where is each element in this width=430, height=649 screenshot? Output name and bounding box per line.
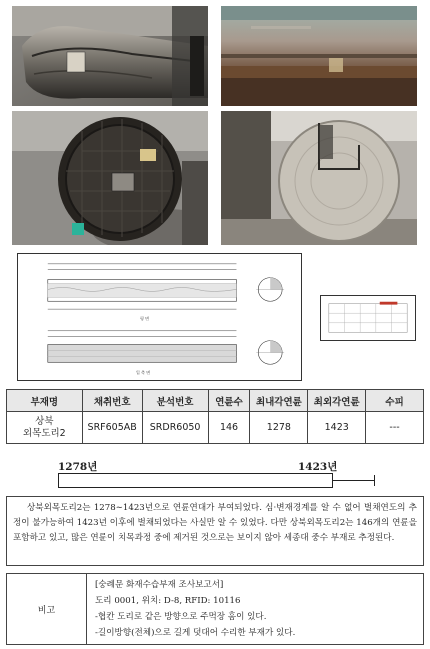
key-plan bbox=[320, 295, 416, 341]
remarks-body bbox=[87, 574, 423, 644]
header-bark: 수피 bbox=[366, 390, 424, 412]
table-header-row bbox=[7, 390, 424, 412]
header-sample-no: 채취번호 bbox=[82, 390, 142, 412]
log-top-view-photo bbox=[221, 6, 417, 106]
cell-member-name: 상북 외목도리2 bbox=[7, 412, 83, 444]
log-end-light-photo bbox=[221, 111, 417, 245]
cell-innermost-ring: 1278 bbox=[250, 412, 308, 444]
timeline-tail-line bbox=[333, 480, 375, 481]
sample-info-table bbox=[6, 389, 424, 444]
timeline-end-tick bbox=[374, 475, 375, 486]
header-analysis-no: 분석번호 bbox=[142, 390, 208, 412]
table-row bbox=[7, 412, 424, 444]
header-member-name: 부재명 bbox=[7, 390, 83, 412]
log-side-view-photo bbox=[12, 6, 208, 106]
cell-analysis-no: SRDR6050 bbox=[142, 412, 208, 444]
cell-bark: --- bbox=[366, 412, 424, 444]
dating-summary: 상북외목도리2는 1278∼1423년으로 연륜연대가 부여되었다. 심·변재경계를 알 수 없어 벌채연도의 추정이 불가능하여 1423년 이후에 벌채되었다는 사실만 알 수 있었다. 다만 상북외목도리2는 146개의 연륜을 포함하고 있고, 많은 연륜이 치목과정 중에 제거된 것으로는 보이지 않아 세종대 중수 부재로 추정된다. bbox=[6, 496, 424, 566]
remarks-box bbox=[6, 573, 424, 645]
header-innermost-ring: 최내각연륜 bbox=[250, 390, 308, 412]
cell-ring-count: 146 bbox=[208, 412, 250, 444]
remarks-line: [숭례문 화재수습부재 조사보고서] bbox=[95, 580, 224, 590]
log-end-dark-photo bbox=[12, 111, 208, 245]
remarks-line: -길이방향(전체)으로 길게 덧대어 수리한 부재가 있다. bbox=[95, 628, 296, 638]
remarks-line: -협칸 도리로 같은 방향으로 주먹장 홈이 있다. bbox=[95, 612, 267, 622]
header-outermost-ring: 최외각연륜 bbox=[308, 390, 366, 412]
header-ring-count: 연륜수 bbox=[208, 390, 250, 412]
cell-outermost-ring: 1423 bbox=[308, 412, 366, 444]
cell-sample-no: SRF605AB bbox=[82, 412, 142, 444]
remarks-label: 비고 bbox=[7, 574, 87, 644]
timeline-start-label: 1278년 bbox=[58, 461, 98, 473]
remarks-line: 도리 0001, 위치: D-8, RFID: 10116 bbox=[95, 596, 241, 606]
plan-caption: 평 면 bbox=[140, 316, 149, 321]
elevation-caption: 입 측 면 bbox=[136, 370, 151, 375]
timeline-end-label: 1423년 bbox=[298, 461, 338, 473]
technical-drawing bbox=[17, 253, 302, 381]
timeline-bar bbox=[58, 473, 333, 488]
